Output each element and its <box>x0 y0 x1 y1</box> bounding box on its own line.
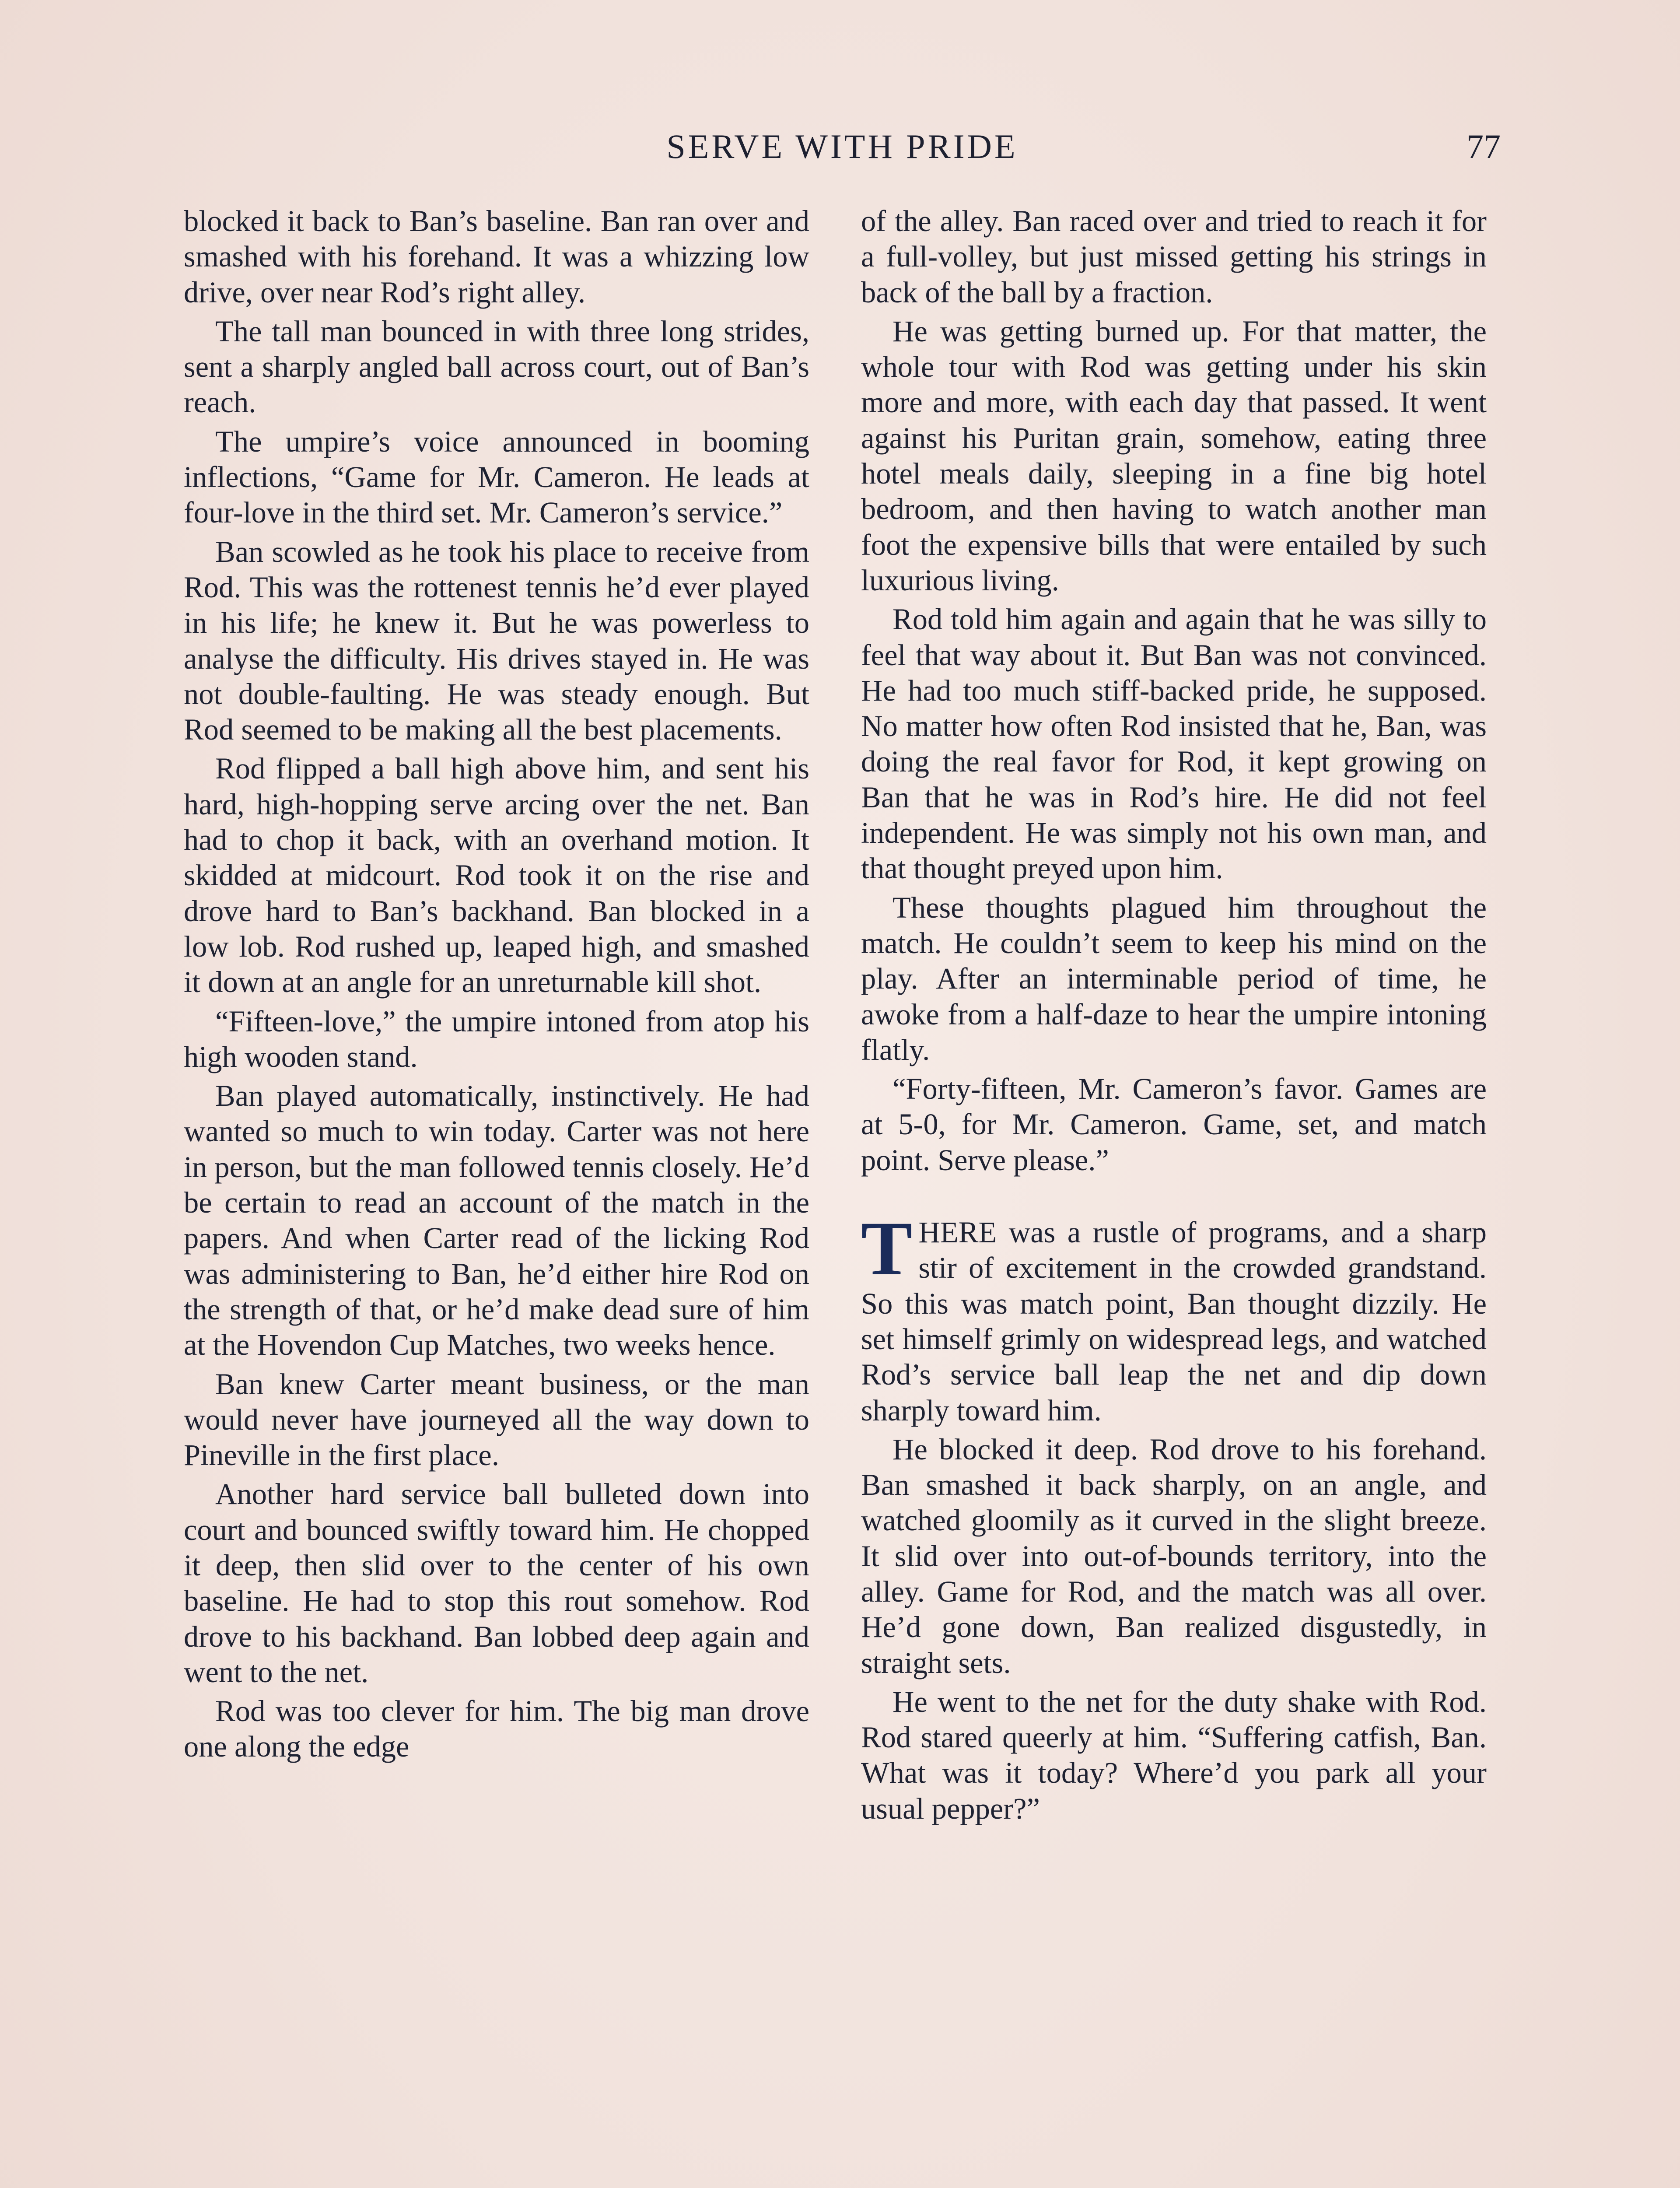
left-column <box>184 203 809 2188</box>
paragraph: of the alley. Ban raced over and tried to reach it for a full-volley, but just missed getting his strings in back of the ball by a fraction. <box>861 204 1487 309</box>
drop-cap: T <box>861 1206 913 1292</box>
paragraph: The umpire’s voice announced in booming inflections, “Game for Mr. Cameron. He leads at four-love in the third set. Mr. Cameron’s service.” <box>184 424 809 529</box>
paragraph: Rod was too clever for him. The big man drove one along the edge <box>184 1694 809 1764</box>
paragraph: The tall man bounced in with three long strides, sent a sharply angled ball across court, out of Ban’s reach. <box>184 314 809 419</box>
paragraph: Rod flipped a ball high above him, and sent his hard, high-hopping serve arcing over the net. Ban had to chop it back, with an overhand motion. It skidded at midcourt. Rod took it on the rise and drove hard to Ban’s backhand. Ban blocked in a low lob. Rod rushed up, leaped high, and smashed it down at an angle for an unreturnable kill shot. <box>184 752 809 999</box>
paragraph: Ban scowled as he took his place to receive from Rod. This was the rottenest tennis he’d ever played in his life; he knew it. But he was powerless to analyse the difficulty. His drives stayed in. He was not double-faulting. He was steady enough. But Rod seemed to be making all the best placements. <box>184 535 809 747</box>
paragraph: “Forty-fifteen, Mr. Cameron’s favor. Games are at 5-0, for Mr. Cameron. Game, set, and match point. Serve please.” <box>861 1072 1487 1177</box>
paragraph: These thoughts plagued him throughout the match. He couldn’t seem to keep his mind on the play. After an interminable period of time, he awoke from a half-daze to hear the umpire intoning flatly. <box>861 891 1487 1066</box>
page-number: 77 <box>1466 127 1501 165</box>
running-title: SERVE WITH PRIDE <box>666 127 1018 165</box>
paragraph: Ban played automatically, instinctively. He had wanted so much to win today. Carter was not here in person, but the man followed tennis closely. He’d be certain to read an account of the match in the papers. And when Carter read of the licking Rod was administering to Ban, he’d either hire Rod on the strength of that, or he’d make dead sure of him at the Hovendon Cup Matches, two weeks hence. <box>184 1079 809 1362</box>
section-opening-paragraph <box>861 1206 1487 1428</box>
running-head <box>184 125 1501 173</box>
paragraph: Ban knew Carter meant business, or the man would never have journeyed all the way down to Pineville in the first place. <box>184 1367 809 1472</box>
paragraph: He went to the net for the duty shake with Rod. Rod stared queerly at him. “Suffering catfish, Ban. What was it today? Where’d you park all your usual pepper?” <box>861 1685 1487 1825</box>
paragraph: “Fifteen-love,” the umpire intoned from atop his high wooden stand. <box>184 1004 809 1073</box>
paragraph: Rod told him again and again that he was silly to feel that way about it. But Ban was not convinced. He had too much stiff-backed pride, he supposed. No matter how often Rod insisted that he, Ban, was doing the real favor for Rod, it kept growing on Ban that he was in Rod’s hire. He did not feel independent. He was simply not his own man, and that thought preyed upon him. <box>861 603 1487 885</box>
paragraph: He blocked it deep. Rod drove to his forehand. Ban smashed it back sharply, on an angle, and watched gloomily as it curved in the slight breeze. It slid over into out-of-bounds territory, into the alley. Game for Rod, and the match was all over. He’d gone down, Ban realized disgustedly, in straight sets. <box>861 1432 1487 1680</box>
paragraph: blocked it back to Ban’s baseline. Ban ran over and smashed with his forehand. It was a whizzing low drive, over near Rod’s right alley. <box>184 204 809 309</box>
right-column <box>861 203 1487 2188</box>
paragraph: He was getting burned up. For that matter, the whole tour with Rod was getting under his skin more and more, with each day that passed. It went against his Puritan grain, somehow, eating three hotel meals daily, sleeping in a fine big hotel bedroom, and then having to watch another man foot the expensive bills that were entailed by such luxurious living. <box>861 314 1487 597</box>
section-opening-text: HERE was a rustle of programs, and a sharp stir of excitement in the crowded grandstand. So this was match point, Ban thought dizzily. He set himself grimly on widespread legs, and watched Rod’s service ball leap the net and dip down sharply toward him. <box>861 1216 1487 1427</box>
paragraph: Another hard service ball bulleted down into court and bounced swiftly toward him. He chopped it deep, then slid over to the center of his own baseline. He had to stop this rout somehow. Rod drove to his backhand. Ban lobbed deep again and went to the net. <box>184 1477 809 1689</box>
